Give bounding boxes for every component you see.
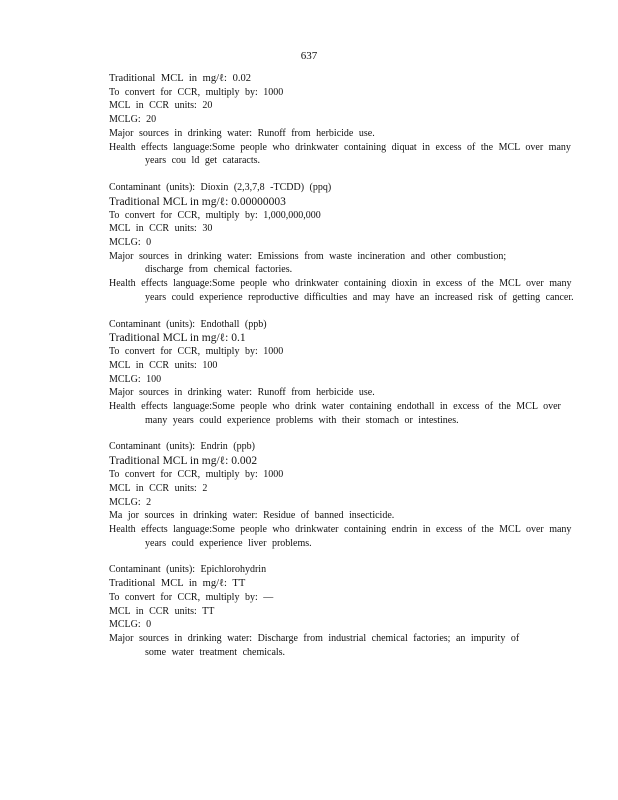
contaminant-entry-endothall (109, 318, 561, 428)
mclg: MCLG: 20 (109, 114, 157, 126)
mclg: MCLG: 100 (109, 373, 162, 385)
conversion-factor: To convert for CCR, multiply by: — (109, 591, 274, 603)
document-body (109, 72, 574, 672)
mclg: MCLG: 0 (109, 619, 152, 631)
major-sources: Major sources in drinking water: Discharge from industrial chemical factories; an impurity of some water treatment chemicals. (109, 632, 520, 658)
major-sources: Major sources in drinking water: Emissions from waste incineration and other combustion; discharge from chemical factories. (109, 250, 507, 276)
traditional-mcl: Traditional MCL in mg/ℓ: 0.002 (109, 455, 258, 468)
contaminant-name: Contaminant (units): Epichlorohydrin (109, 564, 267, 576)
mcl-ccr-units: MCL in CCR units: TT (109, 605, 215, 617)
contaminant-name: Contaminant (units): Dioxin (2,3,7,8 -TCDD) (ppq) (109, 181, 332, 193)
health-effects: Health effects language:Some people who drinkwater containing diquat in excess of the MCL over many years cou ld get cataracts. (109, 141, 571, 167)
contaminant-entry-dioxin (109, 181, 574, 305)
mcl-ccr-units: MCL in CCR units: 30 (109, 223, 213, 235)
traditional-mcl: Traditional MCL in mg/ℓ: 0.1 (109, 332, 246, 345)
contaminant-entry-endrin (109, 440, 572, 550)
mcl-ccr-units: MCL in CCR units: 20 (109, 100, 213, 112)
conversion-factor: To convert for CCR, multiply by: 1,000,000,000 (109, 209, 321, 221)
contaminant-entry-diquat (109, 72, 571, 168)
major-sources: Major sources in drinking water: Runoff from herbicide use. (109, 387, 375, 399)
contaminant-entry-epichlorohydrin (109, 563, 549, 659)
traditional-mcl: Traditional MCL in mg/ℓ: 0.00000003 (109, 195, 286, 208)
conversion-factor: To convert for CCR, multiply by: 1000 (109, 346, 284, 358)
mcl-ccr-units: MCL in CCR units: 2 (109, 482, 208, 494)
conversion-factor: To convert for CCR, multiply by: 1000 (109, 86, 284, 98)
major-sources: Ma jor sources in drinking water: Residue of banned insecticide. (109, 510, 395, 522)
health-effects: Health effects language:Some people who drink water containing endothall in excess of the MCL over many years could experience problems with their stomach or intestines. (109, 401, 561, 426)
major-sources: Major sources in drinking water: Runoff from herbicide use. (109, 127, 375, 139)
traditional-mcl: Traditional MCL in mg/ℓ: TT (109, 578, 246, 590)
contaminant-name: Contaminant (units): Endothall (ppb) (109, 318, 267, 330)
mcl-ccr-units: MCL in CCR units: 100 (109, 359, 218, 371)
mclg: MCLG: 0 (109, 237, 152, 249)
health-effects: Health effects language:Some people who drinkwater containing dioxin in excess of the MCL over many years could experience reproductive difficulties and may have an increased risk of getting cancer. (109, 278, 574, 303)
page-number: 637 (300, 50, 318, 62)
mclg: MCLG: 2 (109, 496, 152, 508)
conversion-factor: To convert for CCR, multiply by: 1000 (109, 469, 284, 481)
health-effects: Health effects language:Some people who drinkwater containing endrin in excess of the MCL over many years could experience liver problems. (109, 523, 572, 549)
contaminant-name: Contaminant (units): Endrin (ppb) (109, 441, 255, 453)
traditional-mcl: Traditional MCL in mg/ℓ: 0.02 (109, 73, 251, 84)
